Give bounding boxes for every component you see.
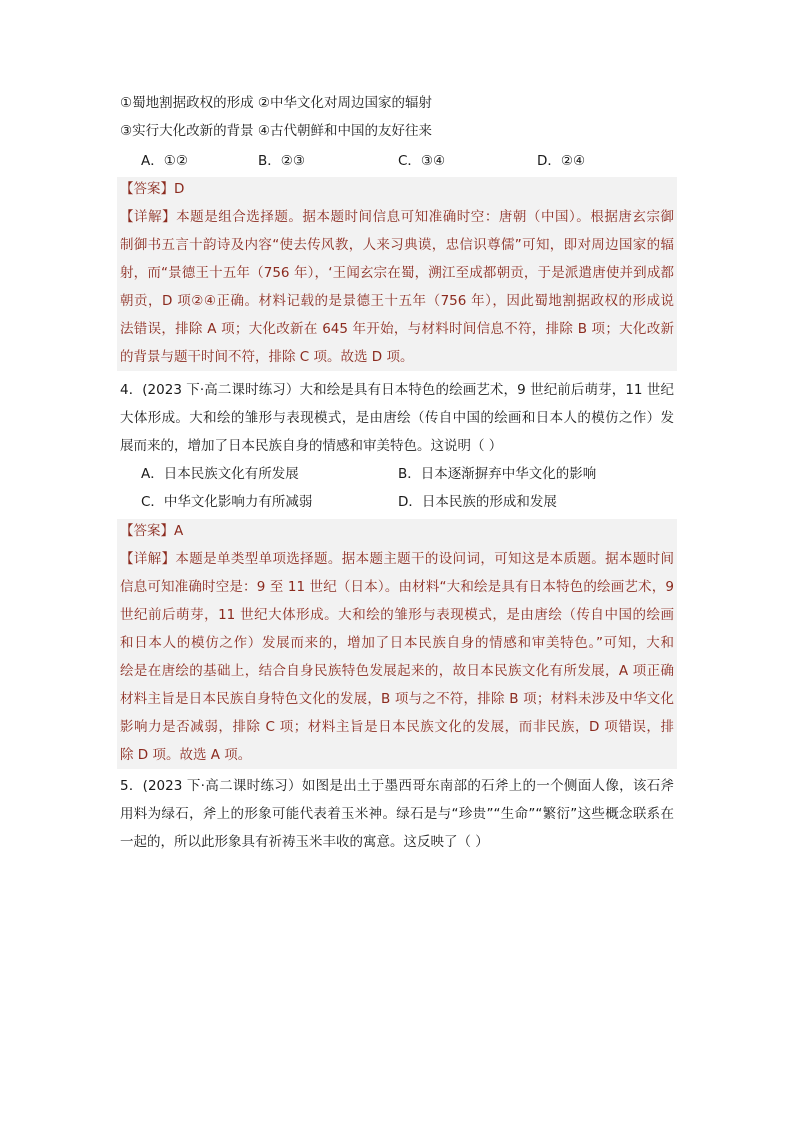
q5-stem-line: 用料为绿石，斧上的形象可能代表着玉米神。绿石是与“珍贵”“生命”“繁衍”这些概念联系在 bbox=[120, 806, 674, 822]
q4-explain-line: 【详解】本题是单类型单项选择题。据本题主题干的设问词，可知这是本质题。据本题时间 bbox=[120, 551, 674, 567]
q3-option-b: B．②③ bbox=[258, 153, 305, 169]
q4-option-d: D．日本民族的形成和发展 bbox=[398, 494, 557, 510]
q4-explain-line: 材料主旨是日本民族自身特色文化的发展，B 项与之不符，排除 B 项；材料未涉及中华文化 bbox=[120, 691, 674, 707]
q5-stem-line: 一起的，所以此形象具有祈祷玉米丰收的寓意。这反映了（ ） bbox=[120, 834, 489, 850]
q4-stem-line: 展而来的，增加了日本民族自身的情感和审美特色。这说明（ ） bbox=[120, 438, 503, 454]
q4-stem-line: 大体形成。大和绘的雏形与表现模式，是由唐绘（传自中国的绘画和日本人的模仿之作）发 bbox=[120, 410, 674, 426]
q3-answer-block bbox=[117, 177, 677, 371]
q4-answer-block bbox=[117, 519, 677, 769]
q3-explain-line: 【详解】本题是组合选择题。据本题时间信息可知准确时空：唐朝（中国）。根据唐玄宗御 bbox=[120, 209, 674, 225]
q3-explain-line: 的背景与题干时间不符，排除 C 项。故选 D 项。 bbox=[120, 349, 414, 365]
q4-explain-line: 影响力是否减弱，排除 C 项；材料主旨是日本民族文化的发展，而非民族，D 项错误，排 bbox=[120, 719, 674, 735]
q3-explain-line: 朝贡，D 项②④正确。材料记载的是景德王十五年（756 年），因此蜀地割据政权的形成说 bbox=[120, 293, 674, 309]
q4-explain-line: 世纪前后萌芽，11 世纪大体形成。大和绘的雏形与表现模式，是由唐绘（传自中国的绘画 bbox=[120, 607, 674, 623]
q3-answer: 【答案】D bbox=[120, 181, 185, 197]
q3-option-a: A．①② bbox=[141, 153, 188, 169]
q4-explain-line: 除 D 项。故选 A 项。 bbox=[120, 747, 252, 763]
q4-stem-line: 4．(2023 下·高二课时练习）大和绘是具有日本特色的绘画艺术，9 世纪前后萌芽，11 世纪 bbox=[120, 382, 674, 398]
q3-option-c: C．③④ bbox=[398, 153, 446, 169]
q3-line-1: ①蜀地割据政权的形成 ②中华文化对周边国家的辐射 bbox=[120, 95, 432, 111]
q4-explain-line: 和日本人的模仿之作）发展而来的，增加了日本民族自身的情感和审美特色。”可知，大和 bbox=[120, 635, 674, 651]
q4-answer: 【答案】A bbox=[120, 523, 184, 539]
q4-option-c: C．中华文化影响力有所减弱 bbox=[141, 494, 313, 510]
q4-option-a: A．日本民族文化有所发展 bbox=[141, 466, 299, 482]
q4-explain-line: 绘是在唐绘的基础上，结合自身民族特色发展起来的，故日本民族文化有所发展，A 项正确 bbox=[120, 663, 674, 679]
q3-line-2: ③实行大化改新的背景 ④古代朝鲜和中国的友好往来 bbox=[120, 123, 432, 139]
q5-stem-line: 5．(2023 下·高二课时练习）如图是出土于墨西哥东南部的石斧上的一个侧面人像，该石斧 bbox=[120, 778, 674, 794]
q4-explain-line: 信息可知准确时空是：9 至 11 世纪（日本）。由材料“大和绘是具有日本特色的绘画艺术，9 bbox=[120, 579, 674, 595]
q3-explain-line: 射，而“景德王十五年（756 年），‘王闻玄宗在蜀，溯江至成都朝贡，于是派遣唐使并到成都 bbox=[120, 265, 674, 281]
q4-option-b: B．日本逐渐摒弃中华文化的影响 bbox=[398, 466, 597, 482]
q3-explain-line: 法错误，排除 A 项；大化改新在 645 年开始，与材料时间信息不符，排除 B 项；大化改新 bbox=[120, 321, 674, 337]
q3-option-d: D．②④ bbox=[537, 153, 586, 169]
q3-explain-line: 制御书五言十韵诗及内容“使去传风教，人来习典谟，忠信识尊儒”可知，即对周边国家的辐 bbox=[120, 237, 674, 253]
